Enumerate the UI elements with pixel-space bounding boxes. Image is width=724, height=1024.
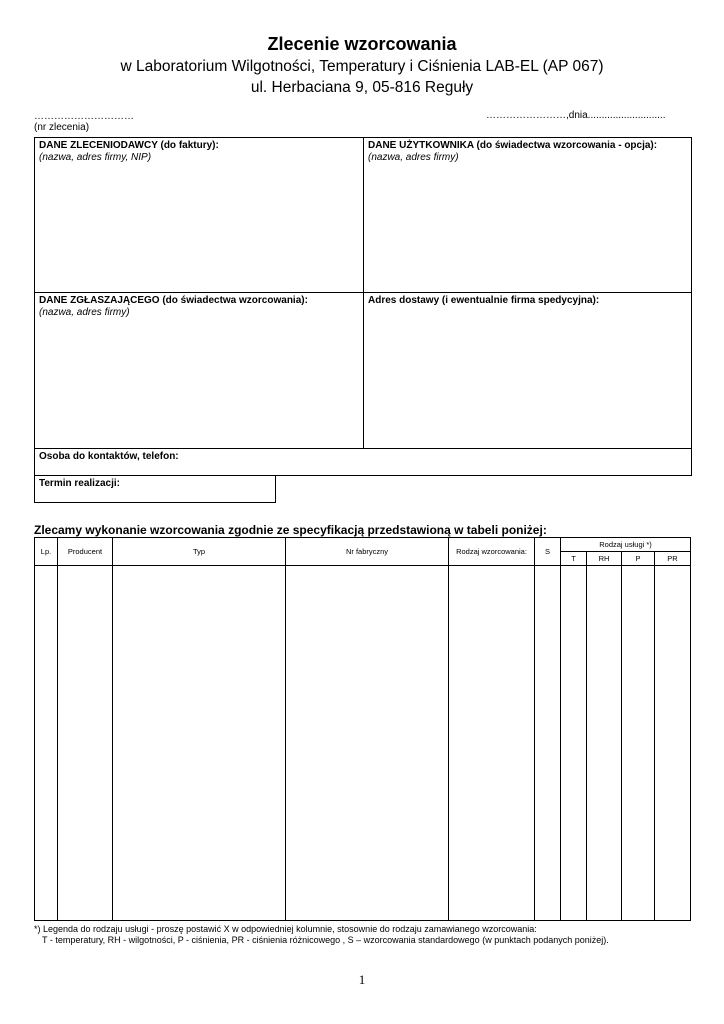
user-data-box[interactable]: [363, 137, 692, 293]
col-rh: RH: [587, 552, 622, 566]
document-title: Zlecenie wzorcowania: [267, 34, 457, 54]
date-field[interactable]: ……………………,dnia............................: [486, 110, 666, 121]
col-type: Typ: [113, 538, 286, 566]
col-producer: Producent: [58, 538, 113, 566]
col-s: S: [535, 538, 561, 566]
col-serial: Nr fabryczny: [286, 538, 449, 566]
cell-rh[interactable]: [587, 566, 622, 921]
cell-s[interactable]: [535, 566, 561, 921]
legend-line-1: *) Legenda do rodzaju usługi - proszę postawić X w odpowiedniej kolumnie, stosownie do rodzaju zamawianego wzorcowania:: [34, 924, 537, 934]
cell-serial[interactable]: [286, 566, 449, 921]
page-number: 1: [358, 972, 366, 987]
delivery-address-label: Adres dostawy (i ewentualnie firma spedycyjna):: [368, 295, 600, 306]
contact-label: Osoba do kontaktów, telefon:: [39, 451, 179, 462]
col-lp: Lp.: [35, 538, 58, 566]
spec-heading: Zlecamy wykonanie wzorcowania zgodnie ze specyfikacją przedstawioną w tabeli poniżej:: [34, 523, 547, 537]
col-p: P: [622, 552, 655, 566]
lab-name: w Laboratorium Wilgotności, Temperatury i Ciśnienia LAB-EL (AP 067): [120, 58, 604, 75]
cell-producer[interactable]: [58, 566, 113, 921]
cell-t[interactable]: [561, 566, 587, 921]
applicant-data-hint: (nazwa, adres firmy): [39, 307, 130, 318]
client-data-hint: (nazwa, adres firmy, NIP): [39, 152, 152, 163]
legend-line-2: T - temperatury, RH - wilgotności, P - ciśnienia, PR - ciśnienia różnicowego , S – wzorcowania standardowego (w punktach podanych poniżej).: [42, 935, 609, 945]
spec-table: [34, 537, 691, 921]
applicant-data-label: DANE ZGŁASZAJĄCEGO (do świadectwa wzorcowania):: [39, 295, 308, 306]
cell-lp[interactable]: [35, 566, 58, 921]
lab-address: ul. Herbaciana 9, 05-816 Reguły: [250, 79, 474, 96]
deadline-label: Termin realizacji:: [39, 478, 120, 489]
col-kind: Rodzaj wzorcowania:: [449, 538, 535, 566]
order-number-field[interactable]: …………………………: [34, 111, 134, 122]
cell-pr[interactable]: [655, 566, 691, 921]
user-data-label: DANE UŻYTKOWNIKA (do świadectwa wzorcowania - opcja):: [368, 140, 658, 151]
col-t: T: [561, 552, 587, 566]
order-number-label: (nr zlecenia): [34, 122, 90, 133]
delivery-address-box[interactable]: [363, 292, 692, 449]
cell-kind[interactable]: [449, 566, 535, 921]
contact-box[interactable]: [34, 448, 692, 476]
client-data-label: DANE ZLECENIODAWCY (do faktury):: [39, 140, 219, 151]
client-data-box[interactable]: [34, 137, 364, 293]
user-data-hint: (nazwa, adres firmy): [368, 152, 459, 163]
cell-p[interactable]: [622, 566, 655, 921]
deadline-box[interactable]: [34, 475, 276, 503]
table-row: [35, 566, 691, 921]
applicant-data-box[interactable]: [34, 292, 364, 449]
col-service-group: Rodzaj usługi *): [561, 538, 691, 552]
cell-type[interactable]: [113, 566, 286, 921]
col-pr: PR: [655, 552, 691, 566]
